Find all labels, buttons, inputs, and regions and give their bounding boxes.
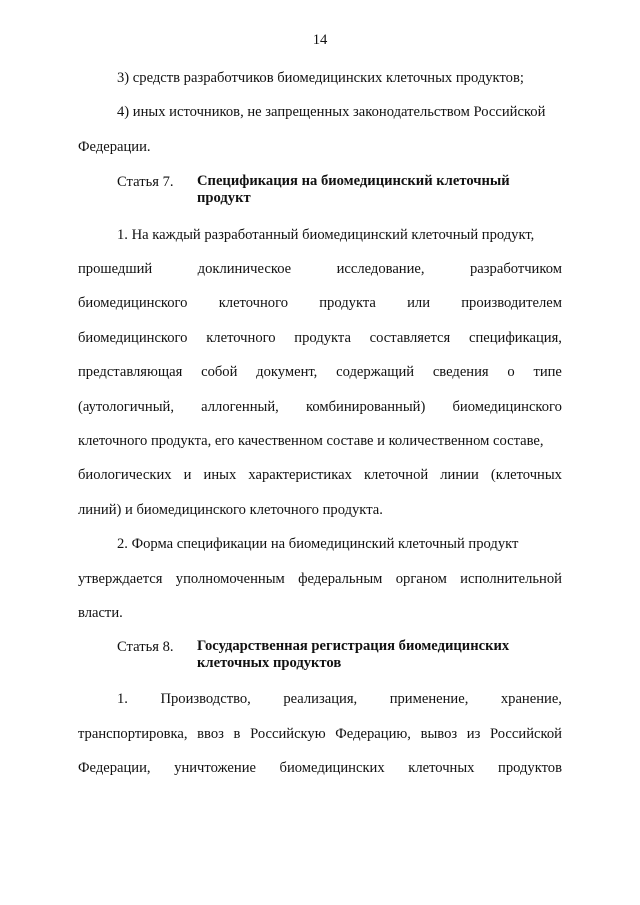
word: в — [233, 726, 241, 742]
article-7-p1-line — [78, 466, 562, 484]
article-7-number: Статья 7. — [117, 174, 174, 190]
article-7-p1-line: клеточного продукта, его качественном составе и количественном составе, — [78, 433, 544, 449]
word: (клеточных — [490, 467, 562, 483]
word: Производство, — [160, 691, 251, 707]
article-8-number: Статья 8. — [117, 639, 174, 655]
word: иных — [203, 467, 237, 483]
word: 1. — [117, 691, 128, 707]
word: производителем — [461, 295, 562, 311]
article-7-p1-line — [78, 260, 562, 278]
word: характеристиках — [248, 467, 352, 483]
word: продукта — [294, 330, 351, 346]
word: разработчиком — [470, 261, 562, 277]
word: о — [507, 364, 515, 380]
word: Российской — [490, 726, 562, 742]
word: линии — [440, 467, 479, 483]
word: спецификация, — [468, 330, 562, 346]
word: клеточного — [218, 295, 289, 311]
article-8-p1-line — [117, 690, 562, 708]
word: доклиническое — [197, 261, 292, 277]
word: продукта — [319, 295, 376, 311]
word: транспортировка, — [78, 726, 188, 742]
word: Федерации, — [78, 760, 151, 776]
word: клеточного — [206, 330, 276, 346]
page-number: 14 — [312, 32, 328, 48]
article-7-p2-line: власти. — [78, 605, 123, 621]
article-8-title-line: клеточных продуктов — [197, 655, 342, 671]
list-item-4-continued: Федерации. — [78, 139, 151, 155]
word: органом — [395, 571, 447, 587]
article-7-p1-line — [78, 294, 562, 312]
article-8-p1-line — [78, 759, 562, 777]
word: утверждается — [78, 571, 163, 587]
word: и — [183, 467, 192, 483]
word: хранение, — [500, 691, 562, 707]
article-7-title-line: Спецификация на биомедицинский клеточный — [197, 173, 510, 189]
word: документ, — [256, 364, 318, 380]
article-8-title-line: Государственная регистрация биомедицинских — [197, 638, 510, 654]
word: Российскую — [250, 726, 326, 742]
word: (аутологичный, — [78, 399, 174, 415]
word: исполнительной — [460, 571, 562, 587]
word: исследование, — [336, 261, 425, 277]
word: федеральным — [298, 571, 383, 587]
word: уничтожение — [174, 760, 256, 776]
word: уполномоченным — [175, 571, 285, 587]
word: из — [466, 726, 481, 742]
article-7-p1-line — [78, 363, 562, 381]
word: собой — [201, 364, 238, 380]
word: типе — [533, 364, 562, 380]
article-7-title — [197, 173, 527, 207]
article-8-title — [197, 638, 527, 672]
article-8-p1-line — [78, 725, 562, 743]
word: применение, — [389, 691, 469, 707]
list-item-3: 3) средств разработчиков биомедицинских клеточных продуктов; — [117, 70, 524, 86]
word: сведения — [432, 364, 489, 380]
article-7-p1-line: 1. На каждый разработанный биомедицинский клеточный продукт, — [117, 227, 535, 243]
word: представляющая — [78, 364, 183, 380]
word: Федерацию, — [335, 726, 411, 742]
article-7-p2-line — [78, 570, 562, 588]
word: реализация, — [283, 691, 358, 707]
article-7-p2-line: 2. Форма спецификации на биомедицинский клеточный продукт — [117, 536, 519, 552]
word: клеточной — [363, 467, 429, 483]
word: или — [407, 295, 431, 311]
word: ввоз — [197, 726, 224, 742]
word: составляется — [369, 330, 451, 346]
word: биомедицинского — [452, 399, 562, 415]
article-7-p1-line: линий) и биомедицинского клеточного продукта. — [78, 502, 383, 518]
word: клеточных — [408, 760, 475, 776]
article-7-p1-line — [78, 398, 562, 416]
article-7-title-line: продукт — [197, 190, 251, 206]
word: аллогенный, — [201, 399, 279, 415]
word: вывоз — [420, 726, 458, 742]
word: биомедицинского — [78, 330, 188, 346]
word: биомедицинского — [78, 295, 188, 311]
word: биомедицинских — [279, 760, 385, 776]
list-item-4: 4) иных источников, не запрещенных законодательством Российской — [117, 104, 546, 120]
article-7-p1-line — [78, 329, 562, 347]
word: биологических — [78, 467, 172, 483]
word: продуктов — [498, 760, 562, 776]
word: комбинированный) — [305, 399, 426, 415]
word: прошедший — [78, 261, 153, 277]
word: содержащий — [336, 364, 415, 380]
